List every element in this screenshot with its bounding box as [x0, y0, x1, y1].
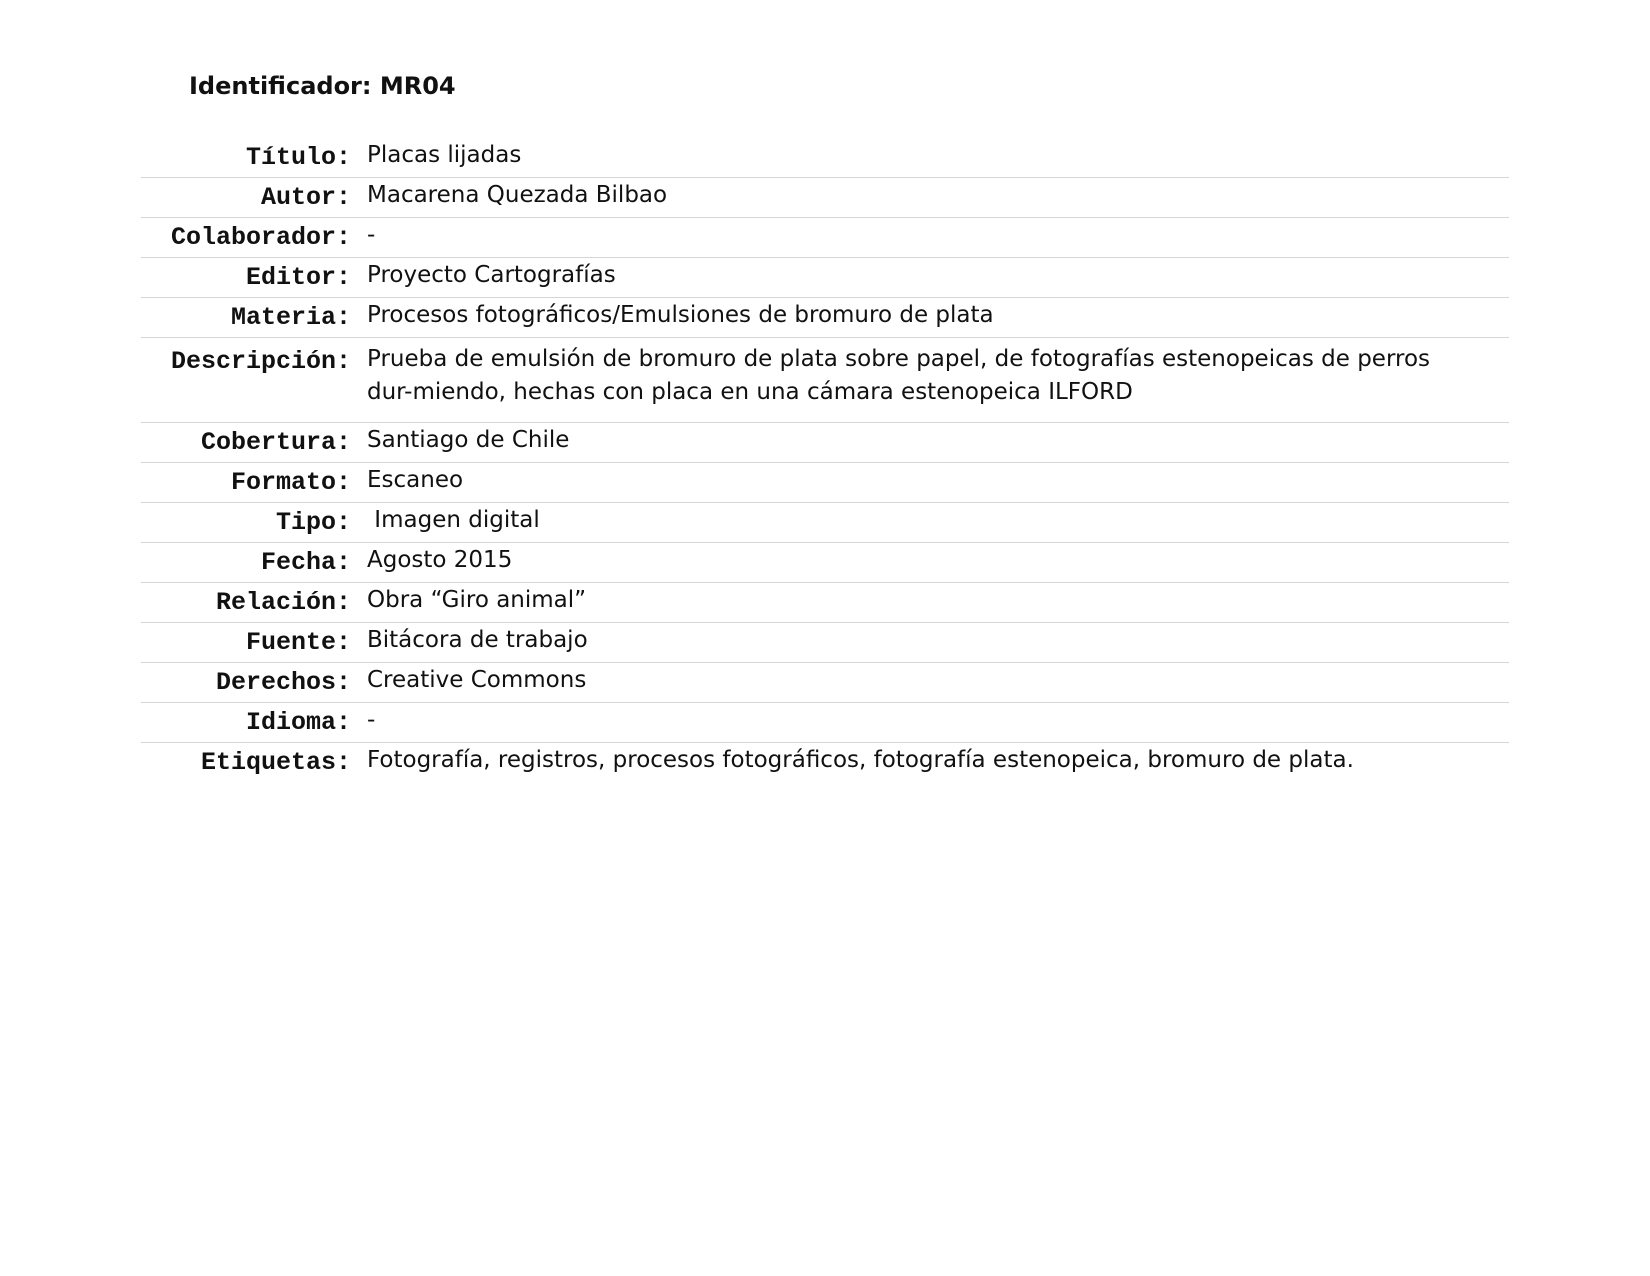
row-relacion: [141, 583, 1509, 623]
value-fecha: Agosto 2015: [367, 547, 513, 573]
row-colaborador: [141, 218, 1509, 258]
row-cobertura: [141, 423, 1509, 463]
row-fecha: [141, 543, 1509, 583]
value-titulo: Placas lijadas: [367, 142, 522, 168]
row-idioma: [141, 703, 1509, 743]
value-editor: Proyecto Cartografías: [367, 262, 616, 288]
value-materia: Procesos fotográficos/Emulsiones de bromuro de plata: [367, 302, 994, 328]
label-etiquetas: Etiquetas:: [200, 748, 351, 777]
label-fuente: Fuente:: [245, 628, 351, 657]
label-colaborador: Colaborador:: [170, 223, 351, 252]
value-fuente: Bitácora de trabajo: [367, 627, 588, 653]
row-editor: [141, 258, 1509, 298]
row-titulo: [141, 138, 1509, 178]
value-cobertura: Santiago de Chile: [367, 427, 570, 453]
value-relacion: Obra “Giro animal”: [367, 587, 587, 613]
label-relacion: Relación:: [215, 588, 351, 617]
row-tipo: [141, 503, 1509, 543]
record-identifier: Identificador: MR04: [189, 72, 456, 100]
row-materia: [141, 298, 1509, 338]
label-derechos: Derechos:: [215, 668, 351, 697]
label-fecha: Fecha:: [260, 548, 351, 577]
row-formato: [141, 463, 1509, 503]
label-descripcion: Descripción:: [170, 347, 351, 376]
row-autor: [141, 178, 1509, 218]
value-descripcion: Prueba de emulsión de bromuro de plata sobre papel, de fotografías estenopeicas de perros dur-miendo, hechas con placa en una cámara estenopeica ILFORD: [367, 346, 1430, 405]
value-derechos: Creative Commons: [367, 667, 587, 693]
label-formato: Formato:: [230, 468, 351, 497]
value-formato: Escaneo: [367, 467, 464, 493]
label-editor: Editor:: [245, 263, 351, 292]
value-idioma: -: [367, 707, 376, 733]
row-fuente: [141, 623, 1509, 663]
label-titulo: Título:: [245, 143, 351, 172]
label-materia: Materia:: [230, 303, 351, 332]
value-colaborador: -: [367, 222, 376, 248]
label-tipo: Tipo:: [275, 508, 351, 537]
row-etiquetas: [141, 743, 1509, 783]
label-idioma: Idioma:: [245, 708, 351, 737]
label-cobertura: Cobertura:: [200, 428, 351, 457]
row-descripcion: [141, 338, 1509, 423]
value-etiquetas: Fotografía, registros, procesos fotográficos, fotografía estenopeica, bromuro de plata.: [367, 747, 1354, 773]
value-tipo: Imagen digital: [367, 507, 540, 533]
label-autor: Autor:: [260, 183, 351, 212]
metadata-table: [141, 138, 1509, 783]
value-autor: Macarena Quezada Bilbao: [367, 182, 668, 208]
row-derechos: [141, 663, 1509, 703]
